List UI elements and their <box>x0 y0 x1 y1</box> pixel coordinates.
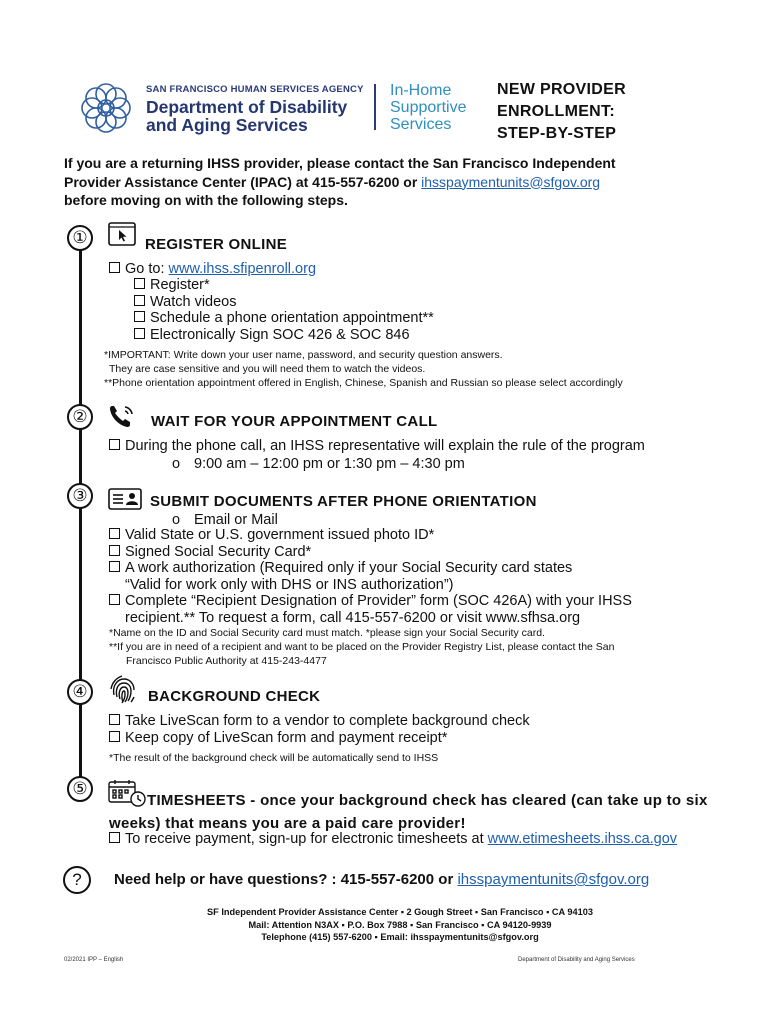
note-line: *IMPORTANT: Write down your user name, password, and security question answers. <box>104 349 503 361</box>
list-item: Valid State or U.S. government issued photo ID* <box>109 527 632 544</box>
step4-number: ④ <box>67 679 93 705</box>
dept-name-line2: and Aging Services <box>146 115 308 135</box>
note-line: They are case sensitive and you will need them to watch the videos. <box>109 363 426 375</box>
checkbox[interactable] <box>109 731 120 742</box>
enroll-site-link[interactable]: www.ihss.sfipenroll.org <box>168 261 317 277</box>
checkbox[interactable] <box>109 714 120 725</box>
bullet: o <box>172 512 181 528</box>
checkbox[interactable] <box>109 545 120 556</box>
agency-name: SAN FRANCISCO HUMAN SERVICES AGENCY <box>146 84 364 95</box>
checkbox[interactable] <box>109 528 120 539</box>
step4-note: *The result of the background check will be automatically send to IHSS <box>109 752 439 764</box>
checkbox[interactable] <box>109 439 120 450</box>
step2-number: ② <box>67 404 93 430</box>
note-line: **Phone orientation appointment offered in English, Chinese, Spanish and Russian so please select accordingly <box>104 377 623 389</box>
step3-number: ③ <box>67 483 93 509</box>
logo-divider <box>374 84 376 130</box>
flower-logo-icon <box>76 78 136 138</box>
note-line: Francisco Public Authority at 415-243-4477 <box>126 655 327 667</box>
checkbox[interactable] <box>134 328 145 339</box>
footer-line: Telephone (415) 557-6200 ▪ Email: ihsspaymentunits@sfgov.org <box>261 932 539 942</box>
list-item: Take LiveScan form to a vendor to complete background check <box>109 713 530 730</box>
ihss-line1: In-Home <box>390 82 452 99</box>
footer-line: SF Independent Provider Assistance Center ▪ 2 Gough Street ▪ San Francisco ▪ CA 94103 <box>207 907 593 917</box>
step2-times: o 9:00 am – 12:00 pm or 1:30 pm – 4:30 pm <box>172 456 465 472</box>
help-email-link[interactable]: ihsspaymentunits@sfgov.org <box>457 871 650 888</box>
step1-heading: REGISTER ONLINE <box>145 236 288 253</box>
step3-method: o Email or Mail <box>172 512 278 528</box>
page-title <box>497 79 626 145</box>
list-item-continued: recipient.** To request a form, call 415-557-6200 or visit www.sfhsa.org <box>125 609 581 626</box>
note-line: **If you are in need of a recipient and want to be placed on the Provider Registry List, please contact the San <box>109 641 615 653</box>
title-line2: ENROLLMENT: <box>497 103 615 120</box>
cursor-window-icon <box>108 222 136 251</box>
step1-notes <box>104 348 744 390</box>
step5-item: To receive payment, sign-up for electronic timesheets at www.etimesheets.ihss.ca.gov <box>109 831 677 848</box>
checkbox[interactable] <box>134 311 145 322</box>
checkbox[interactable] <box>134 278 145 289</box>
list-item: A work authorization (Required only if your Social Security card states <box>109 560 632 577</box>
list-item: Schedule a phone orientation appointment** <box>134 310 434 327</box>
step4-heading: BACKGROUND CHECK <box>148 688 321 705</box>
intro-line1: If you are a returning IHSS provider, please contact the San Francisco Independent <box>64 155 616 171</box>
checkbox[interactable] <box>109 561 120 572</box>
list-item: Complete “Recipient Designation of Provider” form (SOC 426A) with your IHSS <box>109 593 632 610</box>
list-item: Register* <box>134 277 434 294</box>
list-item: Electronically Sign SOC 426 & SOC 846 <box>134 327 434 344</box>
step5-heading-line1: TIMESHEETS - once your background check has cleared (can take up to six <box>147 792 708 809</box>
intro-line3: before moving on with the following steps. <box>64 192 348 208</box>
etimesheets-link[interactable]: www.etimesheets.ihss.ca.gov <box>487 831 678 847</box>
phone-icon <box>108 403 138 434</box>
ihss-line2: Supportive <box>390 99 467 116</box>
fingerprint-icon <box>108 675 138 710</box>
step1-number: ① <box>67 225 93 251</box>
step2-item: During the phone call, an IHSS representative will explain the rule of the program <box>109 438 645 455</box>
title-line3: STEP-BY-STEP <box>497 125 617 142</box>
footer-date: 02/2021 IPP – English <box>64 957 124 963</box>
list-item: Watch videos <box>134 294 434 311</box>
list-item-continued: “Valid for work only with DHS or INS authorization”) <box>125 576 454 593</box>
intro-line2: Provider Assistance Center (IPAC) at 415-557-6200 or ihsspaymentunits@sfgov.org <box>64 173 601 190</box>
list-item: Keep copy of LiveScan form and payment receipt* <box>109 730 530 747</box>
checkbox[interactable] <box>134 295 145 306</box>
footer-address <box>100 906 700 944</box>
checkbox[interactable] <box>109 262 120 273</box>
step5-heading-line2: weeks) that means you are a paid care provider! <box>109 815 466 832</box>
step3-notes <box>109 626 749 668</box>
dept-name-line1: Department of Disability <box>146 97 348 117</box>
logo <box>76 78 136 138</box>
ipac-email-link[interactable]: ihsspaymentunits@sfgov.org <box>421 173 601 190</box>
intro-paragraph <box>64 154 744 210</box>
step1-goto-item: Go to: www.ihss.sfipenroll.org <box>109 261 316 278</box>
step3-list <box>109 527 632 626</box>
step4-list <box>109 713 530 746</box>
ihss-line3: Services <box>390 116 452 133</box>
checkbox[interactable] <box>109 832 120 843</box>
title-line1: NEW PROVIDER <box>497 81 626 98</box>
step5-number: ⑤ <box>67 776 93 802</box>
id-card-icon <box>108 488 142 515</box>
checkbox[interactable] <box>109 594 120 605</box>
step3-heading: SUBMIT DOCUMENTS AFTER PHONE ORIENTATION <box>150 493 537 510</box>
step5-heading <box>109 789 749 835</box>
list-item: Signed Social Security Card* <box>109 544 632 561</box>
question-icon: ? <box>63 866 91 894</box>
bullet: o <box>172 456 181 472</box>
step1-sublist <box>134 277 434 343</box>
footer-dept: Department of Disability and Aging Services <box>518 957 635 963</box>
step2-heading: WAIT FOR YOUR APPOINTMENT CALL <box>151 413 438 430</box>
note-line: *Name on the ID and Social Security card must match. *please sign your Social Security card. <box>109 627 545 639</box>
footer-line: Mail: Attention N3AX ▪ P.O. Box 7988 ▪ San Francisco ▪ CA 94120-9939 <box>248 919 552 930</box>
help-line: Need help or have questions? : 415-557-6200 or ihsspaymentunits@sfgov.org <box>114 871 650 888</box>
